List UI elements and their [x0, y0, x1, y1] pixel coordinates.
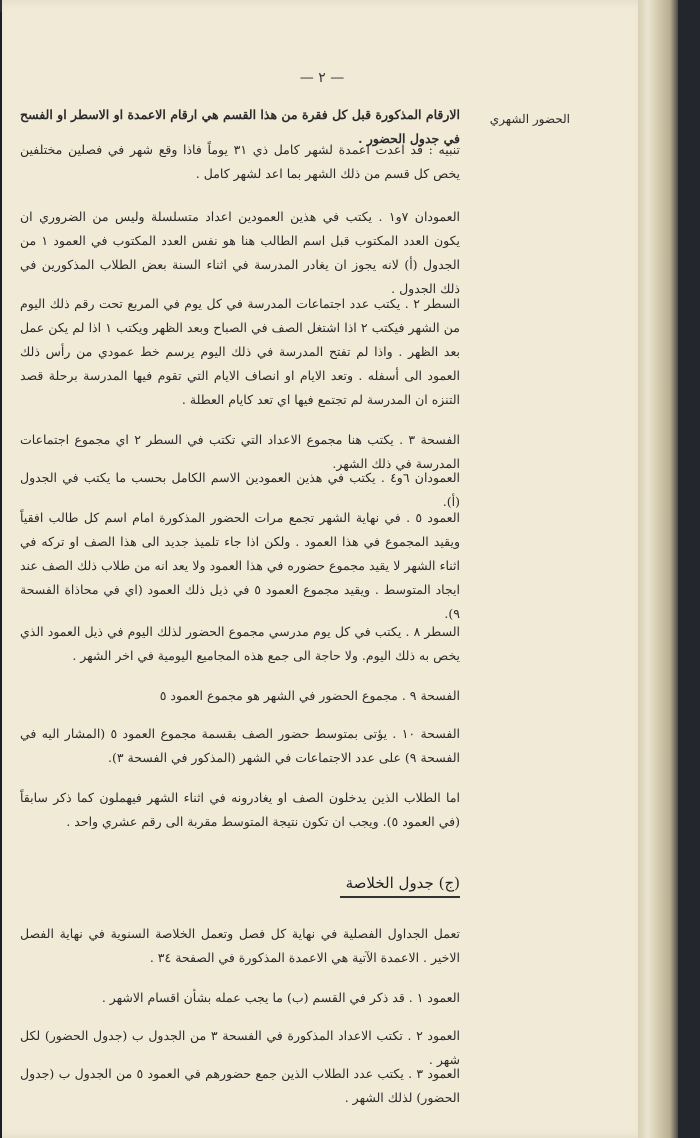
side-label: الحضور الشهري: [489, 112, 570, 126]
paragraph: العمود ١ . قد ذكر في القسم (ب) ما يجب عمله بشأن اقسام الاشهر .: [101, 990, 460, 1005]
paragraph: العمود ٣ . يكتب عدد الطلاب الذين جمع حضورهم في العمود ٥ من الجدول ب (جدول الحضور) لذلك الشهر .: [20, 1066, 460, 1105]
scan-background: [678, 0, 700, 1138]
paragraph: السطر ٨ . يكتب في كل يوم مدرسي مجموع الحضور لذلك اليوم في ذيل العمود الذي يخص به ذلك اليوم. ولا حاجة الى جمع هذه المجاميع اليومية في اخر الشهر .: [20, 624, 460, 663]
paragraph: الارقام المذكورة قبل كل فقرة من هذا القسم هي ارقام الاعمدة او الاسطر او الفسح في جدول الحضور .: [20, 107, 460, 146]
paragraph: الفسحة ١٠ . يؤتى بمتوسط حضور الصف بقسمة مجموع العمود ٥ (المشار اليه في الفسحة ٩) على عدد الاجتماعات في الشهر (المذكور في الفسحة ٣).: [20, 726, 461, 765]
paragraph: العمودان ٧و١ . يكتب في هذين العمودين اعداد متسلسلة وليس من الضروري ان يكون العدد المكتوب قبل اسم الطالب هنا هو نفس العدد المكتوب في العمود ١ من الجدول (أ) لانه يجوز ان يغادر المدرسة في اثناء السنة بعض الطلاب المذكورين في ذلك الجدول .: [20, 209, 461, 296]
paragraph: تعمل الجداول الفصلية في نهاية كل فصل وتعمل الخلاصة السنوية في نهاية الفصل الاخير . الاعمدة الآتية هي الاعمدة المذكورة في الصفحة ٣٤ .: [20, 926, 460, 965]
paragraph: العمودان ٦و٤ . يكتب في هذين العمودين الاسم الكامل بحسب ما يكتب في الجدول (أ).: [20, 470, 460, 509]
margin-mark: [546, 6, 556, 20]
book-spine: [638, 0, 678, 1138]
paragraph: العمود ٢ . تكتب الاعداد المذكورة في الفسحة ٣ من الجدول ب (جدول الحضور) لكل شهر .: [20, 1028, 460, 1067]
paragraph: العمود ٥ . في نهاية الشهر تجمع مرات الحضور المذكورة امام اسم كل طالب افقياً ويقيد المجموع في هذا العمود . ولكن اذا جاء تلميذ جديد الى هذا الصف او تركه في اثناء الشهر لا يقيد مجموع حضوره في هذا العمود ولا يعد انه من طلاب ذلك الصف عند ايجاد المتوسط . ويقيد مجموع العمود ٥ في ذيل ذلك العمود (اي في محاذاة الفسحة ٩).: [20, 510, 460, 621]
paragraph: السطر ٢ . يكتب عدد اجتماعات المدرسة في كل يوم في المربع تحت رقم ذلك اليوم من الشهر فيكتب ٢ اذا اشتغل الصف في الصباح وبعد الظهر ويكتب ١ اذا لم يكن عمل بعد الظهر . واذا لم تفتح المدرسة في ذلك اليوم يرسم خط عمودي من رأس ذلك العمود الى أسفله . وتعد الايام او انصاف الايام التي تقوم فيها المدرسة برحلة قصد التنزه ان المدرسة لم تجتمع فيها اي تعد كايام العطلة .: [20, 296, 460, 407]
paragraph: الفسحة ٣ . يكتب هنا مجموع الاعداد التي تكتب في السطر ٢ اي مجموع اجتماعات المدرسة في ذلك الشهر.: [20, 432, 460, 471]
section-heading: (ج) جدول الخلاصة: [340, 874, 460, 898]
paragraph: الفسحة ٩ . مجموع الحضور في الشهر هو مجموع العمود ٥: [159, 688, 460, 703]
book-page: [2, 0, 650, 1138]
paragraph: تنبيه : قد اعدت اعمدة لشهر كامل ذي ٣١ يوماً فاذا وقع شهر في فصلين مختلفين يخص كل قسم من ذلك الشهر بما اعد لشهر كامل .: [20, 142, 460, 181]
paragraph: اما الطلاب الذين يدخلون الصف او يغادرونه في اثناء الشهر فيهملون كما ذكر سابقاً (في العمود ٥). ويجب ان تكون نتيجة المتوسط مقربة الى رقم عشري واحد .: [20, 790, 460, 829]
page-number: — ٢ —: [299, 70, 345, 86]
